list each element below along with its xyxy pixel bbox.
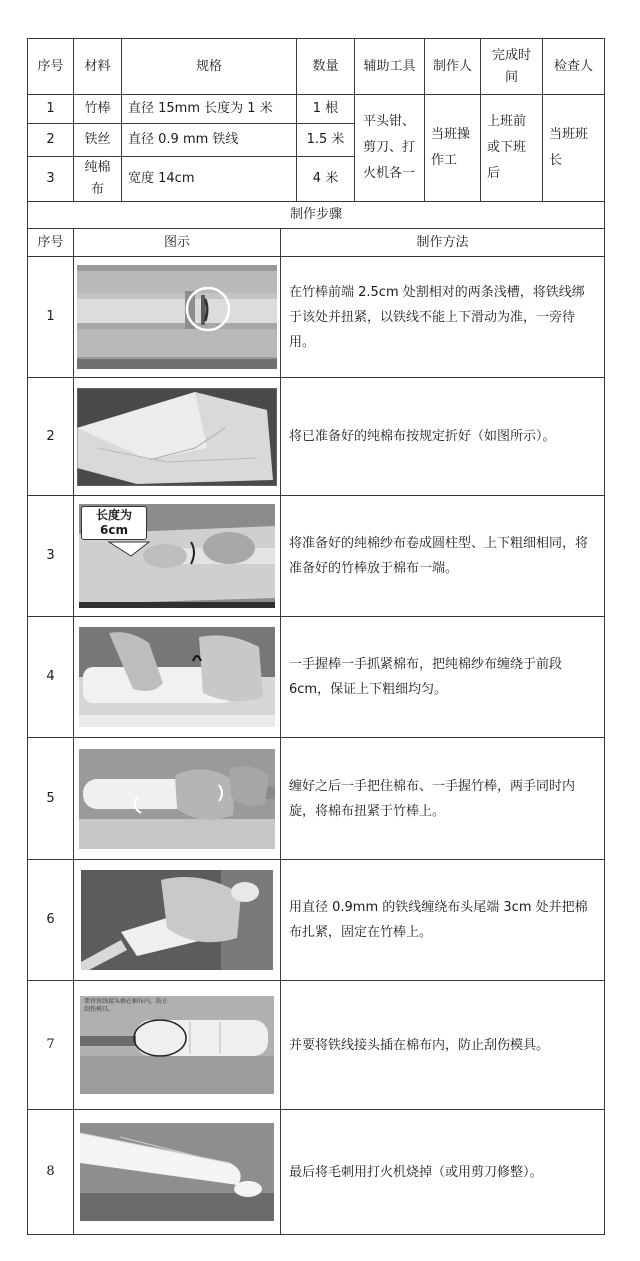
tie-wire-photo [81,870,273,970]
wrapping-hands-photo [79,627,275,727]
material-name: 铁丝 [74,124,122,157]
step-text: 用直径 0.9mm 的铁线缠绕布头尾端 3cm 处并把棉布扎紧，固定在竹棒上。 [281,860,605,981]
header-spec: 规格 [122,39,297,95]
step-text: 在竹棒前端 2.5cm 处割相对的两条浅槽，将铁线绑于该处并扭紧，以铁线不能上下滑动为准，一旁待用。 [281,257,605,378]
material-no: 2 [28,124,74,157]
steps-header-figure: 图示 [74,229,281,257]
material-no: 1 [28,95,74,124]
step-number: 2 [28,378,74,496]
materials-header-row [28,39,605,95]
material-no: 3 [28,157,74,202]
header-maker: 制作人 [425,39,481,95]
steps-title: 制作步骤 [28,202,605,229]
maker-cell: 当班操作工 [425,95,481,202]
step-figure [74,981,281,1110]
step-number: 5 [28,738,74,860]
length-callout: 长度为 6cm [81,506,147,540]
step-figure [74,378,281,496]
header-qty: 数量 [297,39,355,95]
step-text: 缠好之后一手把住棉布、一手握竹棒，两手同时内旋，将棉布扭紧于竹棒上。 [281,738,605,860]
step-row [28,378,605,496]
roll-cloth-photo [79,504,275,608]
step-row [28,257,605,378]
material-spec: 直径 0.9 mm 铁线 [122,124,297,157]
material-name: 竹棒 [74,95,122,124]
step-row [28,496,605,617]
material-spec: 直径 15mm 长度为 1 米 [122,95,297,124]
step-row [28,860,605,981]
step-number: 1 [28,257,74,378]
checker-cell: 当班班长 [543,95,605,202]
header-material: 材料 [74,39,122,95]
header-checker: 检查人 [543,39,605,95]
twist-cloth-photo [79,749,275,849]
procedure-sheet [27,38,604,1235]
step-row [28,617,605,738]
photo-note: 要将铁线接头插在棉布内，防止刮伤模具。 [84,998,169,1013]
steps-header-no: 序号 [28,229,74,257]
step-row [28,738,605,860]
step-figure [74,617,281,738]
step-number: 7 [28,981,74,1110]
steps-table [27,201,605,1235]
wire-tucked-photo [80,996,274,1094]
step-number: 8 [28,1110,74,1235]
step-row [28,981,605,1110]
header-finish: 完成时间 [481,39,543,95]
material-qty: 4 米 [297,157,355,202]
material-qty: 1 根 [297,95,355,124]
materials-table [27,38,605,202]
steps-header-method: 制作方法 [281,229,605,257]
step-figure [74,738,281,860]
step-figure [74,257,281,378]
step-text: 将准备好的纯棉纱布卷成圆柱型、上下粗细相同，将准备好的竹棒放于棉布一端。 [281,496,605,617]
step-number: 6 [28,860,74,981]
step-figure [74,1110,281,1235]
burn-burrs-photo [80,1123,274,1221]
step-text: 最后将毛刺用打火机烧掉（或用剪刀修整）。 [281,1110,605,1235]
step-text: 并要将铁线接头插在棉布内，防止刮伤模具。 [281,981,605,1110]
material-name: 纯棉布 [74,157,122,202]
step-text: 一手握棒一手抓紧棉布，把纯棉纱布缠绕于前段 6cm，保证上下粗细均匀。 [281,617,605,738]
step-text: 将已准备好的纯棉布按规定折好（如图所示）。 [281,378,605,496]
step-row [28,1110,605,1235]
material-spec: 宽度 14cm [122,157,297,202]
header-tools: 辅助工具 [355,39,425,95]
finish-cell: 上班前或下班后 [481,95,543,202]
material-row [28,95,605,124]
bamboo-wire-photo [77,265,277,369]
step-number: 4 [28,617,74,738]
step-figure [74,496,281,617]
step-figure [74,860,281,981]
folded-cloth-photo [77,388,277,486]
step-number: 3 [28,496,74,617]
tools-cell: 平头钳、剪刀、打火机各一 [355,95,425,202]
steps-header-row [28,229,605,257]
header-no: 序号 [28,39,74,95]
material-qty: 1.5 米 [297,124,355,157]
